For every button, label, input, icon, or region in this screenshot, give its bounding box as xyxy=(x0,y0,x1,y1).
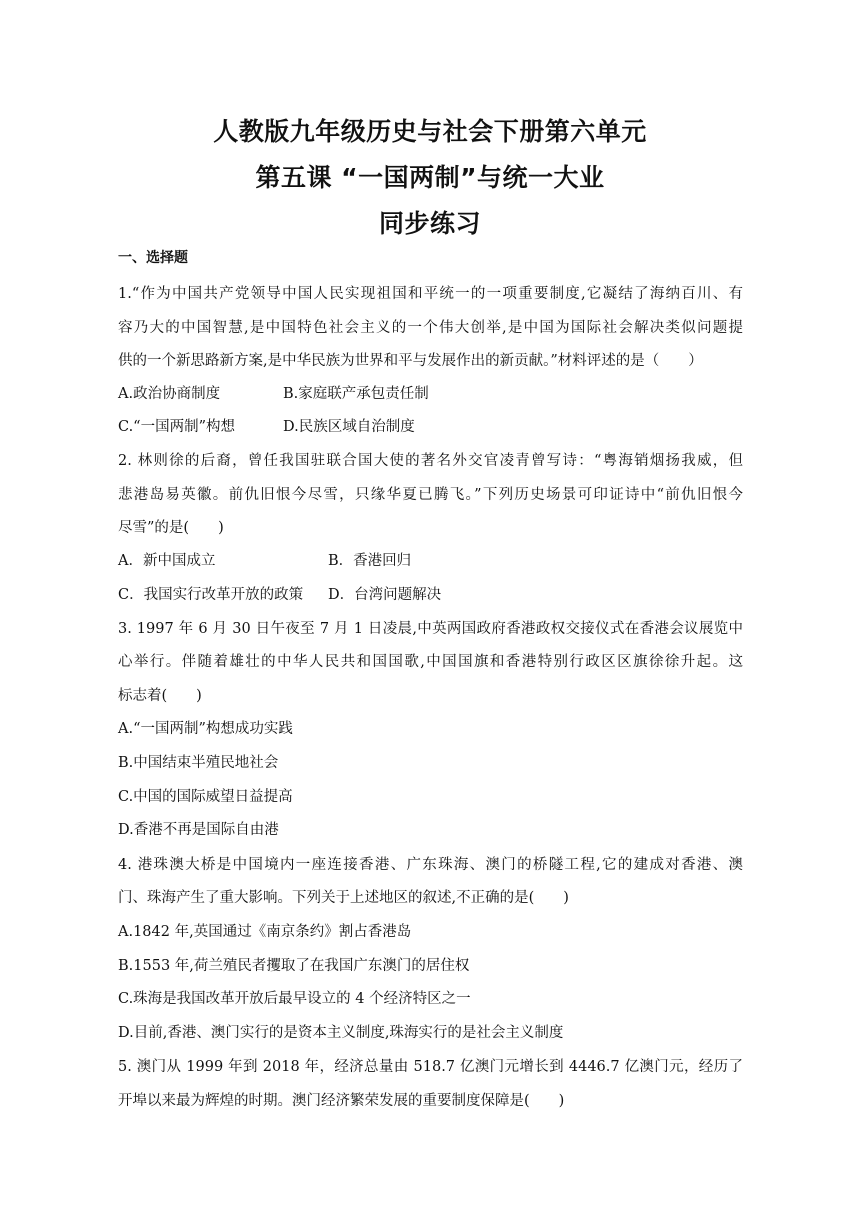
question-2-option-c[interactable]: C．我国实行改革开放的政策 xyxy=(118,587,304,603)
question-1-option-a[interactable]: A.政治协商制度 xyxy=(118,386,221,402)
title-line-3: 同步练习 xyxy=(378,209,481,238)
question-3-line-1: 3. 1997 年 6 月 30 日午夜至 7 月 1 日凌晨,中英两国政府香港政权交接仪式在香港会议展览中 xyxy=(118,621,743,637)
question-1-line-1: 1.“作为中国共产党领导中国人民实现祖国和平统一的一项重要制度,它凝结了海纳百川、有 xyxy=(118,286,743,302)
question-4-option-b[interactable]: B.1553 年,荷兰殖民者攫取了在我国广东澳门的居住权 xyxy=(118,958,470,974)
question-2-line-2: 悲港岛易英徽。前仇旧恨今尽雪，只缘华夏已腾飞。”下列历史场景可印证诗中“前仇旧恨今 xyxy=(118,487,743,503)
question-1-line-2: 容乃大的中国智慧,是中国特色社会主义的一个伟大创举,是中国为国际社会解决类似问题提 xyxy=(118,320,743,336)
question-1-option-c[interactable]: C.“一国两制”构想 xyxy=(118,419,236,435)
question-1-option-b[interactable]: B.家庭联产承包责任制 xyxy=(283,386,429,402)
question-1-line-3: 供的一个新思路新方案,是中华民族为世界和平与发展作出的新贡献。”材料评述的是（ ） xyxy=(118,353,703,369)
question-3-line-2: 心举行。伴随着雄壮的中华人民共和国国歌,中国国旗和香港特别行政区区旗徐徐升起。这 xyxy=(118,654,743,670)
question-1-option-d[interactable]: D.民族区域自治制度 xyxy=(283,419,415,435)
question-2-option-b[interactable]: B．香港回归 xyxy=(328,553,412,569)
question-5-line-1: 5. 澳门从 1999 年到 2018 年，经济总量由 518.7 亿澳门元增长到 4446.7 亿澳门元，经历了 xyxy=(118,1059,743,1075)
section-heading: 一、选择题 xyxy=(118,250,188,266)
question-2-line-3: 尽雪”的是( ) xyxy=(118,520,224,536)
question-5-line-2: 开埠以来最为辉煌的时期。澳门经济繁荣发展的重要制度保障是( ) xyxy=(118,1093,565,1109)
question-1-options-row-1 xyxy=(118,384,743,404)
question-3-option-a[interactable]: A.“一国两制”构想成功实践 xyxy=(118,721,293,737)
question-2-line-1: 2. 林则徐的后裔，曾任我国驻联合国大使的著名外交官凌青曾写诗：“粤海销烟扬我威，但 xyxy=(118,453,743,469)
question-4-option-c[interactable]: C.珠海是我国改革开放后最早设立的 4 个经济特区之一 xyxy=(118,991,471,1007)
question-1-options-row-2 xyxy=(118,417,743,437)
title-line-1: 人教版九年级历史与社会下册第六单元 xyxy=(213,117,647,146)
question-2-option-d[interactable]: D．台湾问题解决 xyxy=(328,587,442,603)
question-4-option-d[interactable]: D.目前,香港、澳门实行的是资本主义制度,珠海实行的是社会主义制度 xyxy=(118,1025,564,1041)
question-3-option-b[interactable]: B.中国结束半殖民地社会 xyxy=(118,755,279,771)
question-2-options-row-1 xyxy=(118,551,743,571)
question-3-line-3: 标志着( ) xyxy=(118,688,202,704)
question-4-option-a[interactable]: A.1842 年,英国通过《南京条约》割占香港岛 xyxy=(118,924,412,940)
question-3-option-c[interactable]: C.中国的国际威望日益提高 xyxy=(118,789,293,805)
question-4-line-1: 4. 港珠澳大桥是中国境内一座连接香港、广东珠海、澳门的桥隧工程,它的建成对香港、澳 xyxy=(118,857,743,873)
question-2-options-row-2 xyxy=(118,585,743,605)
question-3-option-d[interactable]: D.香港不再是国际自由港 xyxy=(118,822,279,838)
question-2-option-a[interactable]: A．新中国成立 xyxy=(118,553,216,569)
question-4-line-2: 门、珠海产生了重大影响。下列关于上述地区的叙述,不正确的是( ) xyxy=(118,890,569,906)
title-line-2: 第五课 “一国两制”与统一大业 xyxy=(255,163,605,192)
